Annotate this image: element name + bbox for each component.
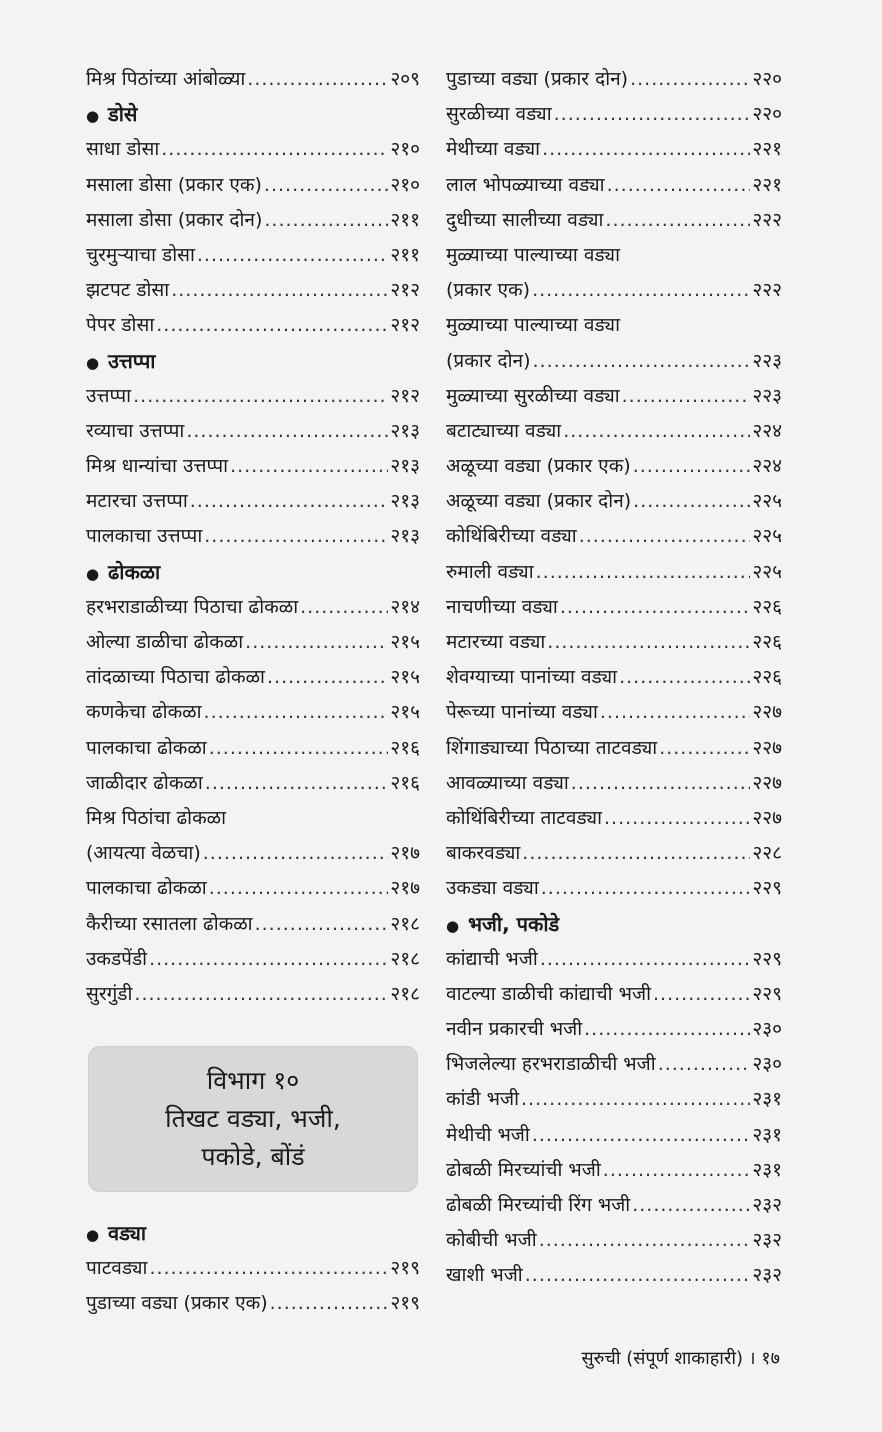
entry-page-number: २२७ [752,806,782,829]
entry-page-number: २३१ [752,1158,782,1181]
entry-page-number: २१३ [390,455,420,478]
section-title-line2: पकोडे, बोंडं [201,1142,305,1171]
entry-page-number: २३२ [752,1194,782,1216]
toc-entry [86,907,420,942]
dot-leader [547,625,750,660]
toc-entry [446,97,782,132]
toc-entry [86,590,420,625]
entry-title: मिश्र धान्यांचा उत्तप्पा [86,455,229,478]
toc-entry [446,766,782,801]
entry-page-number: २२४ [752,455,782,478]
entry-title: तांदळाच्या पिठाचा ढोकळा [86,666,265,689]
entry-title: बटाट्याच्या वड्या [446,419,562,442]
entry-page-number: २१२ [390,279,420,302]
entry-title: कांद्याची भजी [446,947,538,970]
entry-page-number: २१६ [390,736,420,759]
section-title-line1: तिखट वड्या, भजी, [165,1104,341,1133]
bullet-icon: ● [86,564,100,583]
entry-title: मटारचा उत्तप्पा [86,490,188,513]
toc-entry [86,308,420,343]
entry-page-number: २२५ [752,525,782,548]
entry-title: पालकाचा ढोकळा [86,877,207,900]
dot-leader [247,62,388,97]
bullet-icon: ● [86,1226,100,1244]
entry-page-number: २१७ [390,842,420,865]
entry-title: वाटल्या डाळीची कांद्याची भजी [446,982,652,1005]
entry-page-number: २२७ [752,771,782,794]
entry-title: मसाला डोसा (प्रकार दोन) [86,208,263,231]
entry-title: मेथीच्या वड्या [446,138,541,161]
entry-page-number: २२३ [752,384,782,407]
entry-page-number: २२२ [752,279,782,302]
entry-page-number: २२९ [752,982,782,1005]
toc-entry [446,977,782,1012]
dot-leader [171,273,388,308]
dot-leader [267,660,388,695]
toc-entry [446,942,782,977]
dot-leader [579,519,751,554]
toc-entry [86,414,420,449]
entry-title: कोथिंबिरीच्या ताटवड्या [446,806,603,829]
toc-entry [86,660,420,695]
entry-page-number: २२५ [752,560,782,583]
toc-entry [446,836,782,871]
entry-title: कोथिंबिरीच्या वड्या [446,525,577,548]
entry-page-number: २३२ [752,1264,782,1287]
dot-leader [600,695,750,730]
toc-entry [446,414,782,449]
entry-page-number: २१२ [390,384,420,407]
entry-title: पुडाच्या वड्या (प्रकार दोन) [446,68,629,90]
section-heading-label: वड्या [108,1221,147,1245]
entry-page-number: २१९ [390,1292,420,1315]
dot-leader [653,977,750,1012]
toc-entry [86,731,420,766]
entry-page-number: २२६ [752,631,782,653]
dot-leader [186,414,388,449]
toc-entry [86,168,420,203]
entry-title: नाचणीच्या वड्या [446,595,558,618]
bullet-icon: ● [86,107,100,126]
entry-title: कणकेचा ढोकळा [86,701,202,724]
toc-entry [446,1258,782,1293]
entry-page-number: २१८ [390,982,420,1005]
dot-leader [245,625,388,660]
entry-title: जाळीदार ढोकळा [86,771,203,794]
dot-leader [603,1153,751,1188]
dot-leader [633,484,750,519]
dot-leader [622,379,751,414]
entry-page-number: २२० [752,103,782,126]
toc-entry [446,1047,782,1082]
entry-title: पालकाचा ढोकळा [86,736,207,759]
entry-title: (प्रकार दोन) [446,349,531,372]
entry-page-number: २२४ [752,419,782,442]
dot-leader [539,1223,751,1258]
dot-leader [659,731,750,766]
dot-leader [630,62,750,97]
entry-title: मेथीची भजी [446,1123,530,1146]
entry-page-number: २२१ [752,173,782,196]
entry-page-number: २२१ [752,138,782,161]
dot-leader [255,907,389,942]
entry-page-number: २३१ [752,1088,782,1111]
entry-page-number: २१८ [390,912,420,935]
page-footer: सुरुची (संपूर्ण शाकाहारी) । १७ [581,1348,780,1369]
toc-left-column [86,62,420,1012]
section-heading [86,97,420,132]
toc-entry [86,977,420,1012]
dot-leader [542,132,750,167]
dot-leader [300,590,388,625]
toc-entry-line [446,238,782,273]
dot-leader [156,308,388,343]
dot-leader [560,590,751,625]
toc-entry [86,625,420,660]
toc-entry [446,801,782,836]
section-heading [86,344,420,379]
toc-entry-line [446,308,782,343]
entry-title: शिंगाड्याच्या पिठाच्या ताटवड्या [446,736,658,759]
dot-leader [540,942,751,977]
entry-title: ओल्या डाळीचा ढोकळा [86,631,244,653]
entry-page-number: २१३ [390,490,420,513]
entry-page-number: २३० [752,1053,782,1076]
toc-entry [86,379,420,414]
entry-title: पुडाच्या वड्या (प्रकार एक) [86,1292,268,1315]
entry-page-number: २१५ [390,701,420,724]
entry-page-number: २२३ [752,349,782,372]
entry-title: मसाला डोसा (प्रकार एक) [86,173,262,196]
toc-entry [86,132,420,167]
toc-entry [86,871,420,906]
toc-entry [86,62,420,97]
dot-leader [633,449,751,484]
toc-entry-line [86,801,420,836]
toc-entry [446,203,782,238]
dot-leader [532,1118,751,1153]
dot-leader [205,766,389,801]
entry-title: अळूच्या वड्या (प्रकार एक) [446,455,631,478]
dot-leader [203,836,389,871]
toc-entry [446,1153,782,1188]
dot-leader [632,1188,750,1223]
entry-page-number: २३१ [752,1123,782,1146]
entry-page-number: २२२ [752,208,782,231]
toc-entry [446,132,782,167]
toc-entry [446,1082,782,1117]
entry-title: आवळ्याच्या वड्या [446,771,569,794]
entry-title: मटारच्या वड्या [446,631,546,653]
entry-title: खाशी भजी [446,1264,523,1287]
toc-entry [446,1188,782,1223]
toc-entry [86,449,420,484]
entry-page-number: २११ [390,208,420,231]
toc-entry [446,379,782,414]
entry-page-number: २२९ [752,877,782,900]
toc-entry [446,660,782,695]
toc-entry [446,695,782,730]
bullet-icon: ● [86,353,100,372]
toc-entry [86,519,420,554]
section-heading-label: ढोकळा [108,559,161,584]
dot-leader [607,168,751,203]
entry-title: मुळ्याच्या सुरळीच्या वड्या [446,384,620,407]
dot-leader [134,977,388,1012]
dot-leader [264,168,388,203]
toc-entry [446,344,782,379]
toc-entry [446,731,782,766]
entry-title: उकड्या वड्या [446,877,539,900]
entry-page-number: २१८ [390,947,420,970]
entry-page-number: २२६ [752,595,782,618]
dot-leader [204,695,389,730]
entry-page-number: २१२ [390,314,420,337]
dot-leader [149,1251,388,1286]
toc-entry [446,484,782,519]
bullet-icon: ● [446,916,460,935]
dot-leader [605,203,750,238]
entry-page-number: २२६ [752,666,782,689]
toc-right-column [446,62,782,1294]
toc-entry [446,273,782,308]
toc-entry [86,1286,420,1321]
toc-entry [446,62,782,97]
entry-title: सुरगुंडी [86,982,133,1005]
toc-entry [446,871,782,906]
entry-page-number: २२० [752,68,782,90]
entry-title: रव्याचा उत्तप्पा [86,419,185,442]
entry-title: दुधीच्या सालीच्या वड्या [446,208,604,231]
entry-page-number: २१५ [390,631,420,653]
toc-entry [446,590,782,625]
entry-title: मुळ्याच्या पाल्याच्या वड्या [446,314,620,337]
entry-title: कोबीची भजी [446,1229,537,1252]
entry-title: मिश्र पिठांचा ढोकळा [86,806,227,829]
dot-leader [230,449,388,484]
entry-page-number: २१० [390,138,420,161]
entry-page-number: २०९ [390,68,420,90]
entry-page-number: २१६ [390,771,420,794]
entry-title: मुळ्याच्या पाल्याच्या वड्या [446,243,620,266]
entry-title: साधा डोसा [86,138,160,161]
dot-leader [554,97,751,132]
section-heading-label: उत्तप्पा [108,348,156,373]
entry-title: सुरळीच्या वड्या [446,103,552,126]
entry-title: पेपर डोसा [86,314,155,337]
toc-entry [86,942,420,977]
entry-page-number: २३० [752,1018,782,1041]
dot-leader [161,132,388,167]
toc-entry [86,484,420,519]
dot-leader [563,414,750,449]
dot-leader [204,519,388,554]
dot-leader [190,484,389,519]
toc-entry [446,1118,782,1153]
entry-page-number: २११ [390,243,420,266]
dot-leader [532,273,750,308]
section-heading-label: भजी, पकोडे [468,911,560,936]
dot-leader [541,871,751,906]
dot-leader [264,203,388,238]
section-heading [86,555,420,590]
toc-entry [446,1223,782,1258]
toc-entry [446,449,782,484]
entry-title: झटपट डोसा [86,279,170,302]
section-number: विभाग १० [206,1066,300,1095]
toc-entry [86,836,420,871]
dot-leader [536,555,751,590]
dot-leader [525,1258,751,1293]
entry-title: नवीन प्रकारची भजी [446,1018,583,1041]
entry-title: कैरीच्या रसातला ढोकळा [86,912,253,935]
entry-title: (प्रकार एक) [446,279,531,302]
toc-entry [446,168,782,203]
toc-entry [446,555,782,590]
toc-entry [86,203,420,238]
toc-entry [446,519,782,554]
entry-title: (आयत्या वेळचा) [86,842,201,865]
entry-page-number: २२९ [752,947,782,970]
dot-leader [522,836,750,871]
entry-title: मिश्र पिठांच्या आंबोळ्या [86,68,246,90]
entry-title: रुमाली वड्या [446,560,534,583]
entry-page-number: २२७ [752,736,782,759]
toc-entry [446,625,782,660]
entry-title: बाकरवड्या [446,842,521,865]
dot-leader [658,1047,751,1082]
dot-leader [584,1012,750,1047]
entry-title: पालकाचा उत्तप्पा [86,525,203,548]
dot-leader [571,766,751,801]
entry-title: उत्तप्पा [86,384,132,407]
section-heading [446,907,782,942]
toc-entry [86,695,420,730]
entry-page-number: २३२ [752,1229,782,1252]
toc-entry [86,1251,420,1286]
dot-leader [209,731,389,766]
entry-title: कांडी भजी [446,1088,520,1111]
dot-leader [604,801,750,836]
dot-leader [533,344,751,379]
dot-leader [521,1082,750,1117]
toc-entry [86,766,420,801]
dot-leader [149,942,388,977]
entry-page-number: २२५ [752,490,782,513]
entry-page-number: २१४ [390,595,420,618]
dot-leader [133,379,388,414]
entry-page-number: २२८ [752,842,782,865]
dot-leader [270,1286,389,1321]
entry-title: हरभराडाळीच्या पिठाचा ढोकळा [86,595,299,618]
entry-title: भिजलेल्या हरभराडाळीची भजी [446,1053,656,1076]
entry-title: पाटवड्या [86,1257,148,1280]
entry-page-number: २१५ [390,666,420,689]
toc-left-column-bottom [86,1216,420,1322]
toc-entry [86,273,420,308]
dot-leader [619,660,750,695]
toc-entry [86,238,420,273]
entry-title: चुरमुऱ्याचा डोसा [86,243,195,266]
entry-title: ढोबळी मिरच्यांची भजी [446,1158,601,1181]
entry-title: पेरूच्या पानांच्या वड्या [446,701,598,724]
entry-page-number: २१३ [390,419,420,442]
entry-title: शेवग्याच्या पानांच्या वड्या [446,666,618,689]
entry-page-number: २१७ [390,877,420,900]
dot-leader [197,238,388,273]
entry-title: अळूच्या वड्या (प्रकार दोन) [446,490,632,513]
entry-page-number: २१० [390,173,420,196]
section-heading [86,1216,420,1251]
entry-page-number: २१९ [390,1257,420,1280]
toc-entry [446,1012,782,1047]
entry-title: उकडपेंडी [86,947,148,970]
entry-page-number: २२७ [752,701,782,724]
section-heading-box [88,1046,418,1192]
entry-page-number: २१३ [390,525,420,548]
entry-title: लाल भोपळ्याच्या वड्या [446,173,605,196]
section-heading-label: डोसे [108,102,138,127]
dot-leader [209,871,389,906]
entry-title: ढोबळी मिरच्यांची रिंग भजी [446,1194,631,1216]
